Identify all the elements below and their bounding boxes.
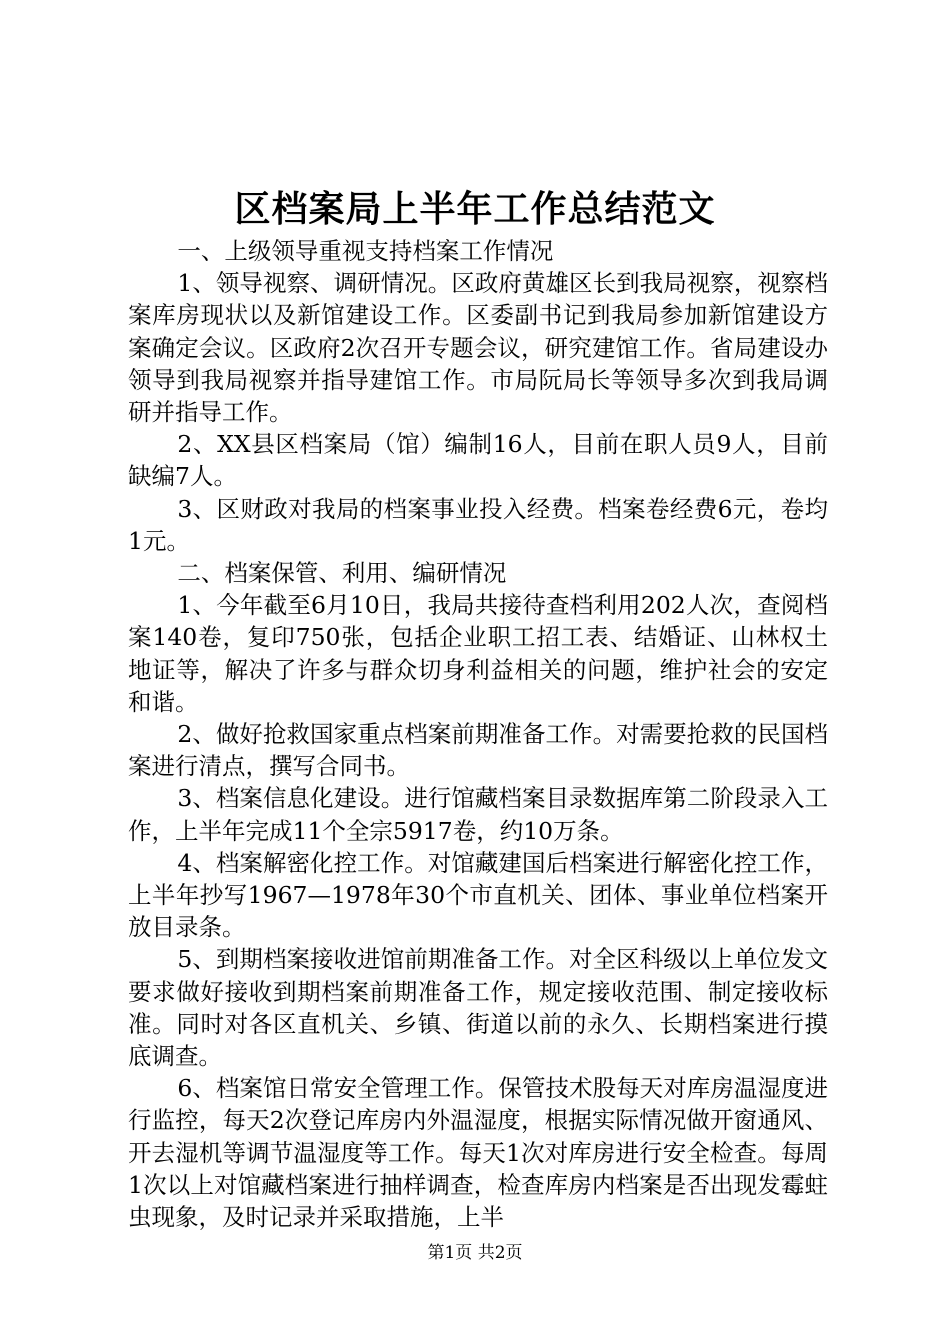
paragraph: 1、今年截至6月10日，我局共接待查档利用202人次，查阅档案140卷，复印750张，包括企业职工招工表、结婚证、山林权土地证等，解决了许多与群众切身利益相关的问题，维护社会的安定和谐。 — [128, 591, 828, 716]
paragraph: 3、区财政对我局的档案事业投入经费。档案卷经费6元，卷均1元。 — [128, 494, 828, 555]
paragraph: 4、档案解密化控工作。对馆藏建国后档案进行解密化控工作，上半年抄写1967—1978年30个市直机关、团体、事业单位档案开放目录条。 — [128, 848, 828, 942]
section-heading-1: 一、上级领导重视支持档案工作情况 — [177, 237, 554, 265]
document-title: 区档案局上半年工作总结范文 — [234, 188, 716, 230]
paragraph: 3、档案信息化建设。进行馆藏档案目录数据库第二阶段录入工作，上半年完成11个全宗5917卷，约10万条。 — [128, 784, 828, 845]
paragraph: 5、到期档案接收进馆前期准备工作。对全区科级以上单位发文要求做好接收到期档案前期准备工作，规定接收范围、制定接收标准。同时对各区直机关、乡镇、街道以前的永久、长期档案进行摸底调查。 — [128, 945, 828, 1071]
paragraph: 1、领导视察、调研情况。区政府黄雄区长到我局视察，视察档案库房现状以及新馆建设工作。区委副书记到我局参加新馆建设方案确定会议。区政府2次召开专题会议，研究建馆工作。省局建设办领导到我局视察并指导建馆工作。市局阮局长等领导多次到我局调研并指导工作。 — [128, 269, 828, 427]
paragraph: 6、档案馆日常安全管理工作。保管技术股每天对库房温湿度进行监控，每天2次登记库房内外温湿度，根据实际情况做开窗通风、开去湿机等调节温湿度等工作。每天1次对库房进行安全检查。每周1次以上对馆藏档案进行抽样调查，检查库房内档案是否出现发霉蛀虫现象，及时记录并采取措施，上半 — [128, 1074, 828, 1232]
document-body — [128, 235, 828, 1233]
page-number-footer: 第1页 共2页 — [427, 1243, 523, 1263]
paragraph: 2、做好抢救国家重点档案前期准备工作。对需要抢救的民国档案进行清点，撰写合同书。 — [128, 720, 828, 781]
section-heading-2: 二、档案保管、利用、编研情况 — [177, 559, 507, 588]
paragraph: 2、XX县区档案局（馆）编制16人，目前在职人员9人，目前缺编7人。 — [128, 430, 828, 491]
